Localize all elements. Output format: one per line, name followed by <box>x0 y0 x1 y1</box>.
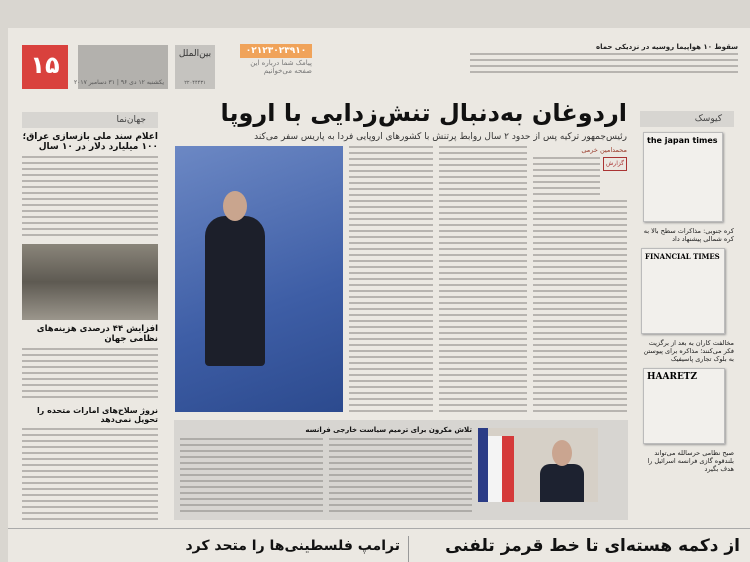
main-headline: اردوغان به‌دنبال تنش‌زدایی با اروپا <box>220 100 627 127</box>
main-text-column <box>349 146 433 412</box>
top-news-text <box>470 53 738 77</box>
article-title: اعلام سند ملی بازسازی عراق؛ ۱۰۰ میلیارد دلار در ۱۰ سال <box>22 132 158 152</box>
article-photo <box>22 244 158 320</box>
article-text <box>22 156 158 240</box>
left-section-header: جهان‌نما <box>22 112 158 128</box>
page-number: ۱۵ <box>22 45 68 89</box>
macron-text <box>329 438 472 516</box>
kiosk-caption: کره جنوبی: مذاکرات سطح بالا به کره شمالی پیشنهاد داد <box>643 227 734 243</box>
main-body <box>175 146 627 412</box>
divider <box>8 528 750 529</box>
main-text-column-right <box>533 146 627 412</box>
kiosk-paper-japan-times: the japan times <box>643 132 723 222</box>
byline: محمدامین خرمی <box>581 145 627 154</box>
main-subheadline: رئیس‌جمهور ترکیه پس از حدود ۲ سال روابط پرتنش با کشورهای اروپایی فردا به پاریس سفر می‌کند <box>254 131 627 142</box>
date-line: یکشنبه ۱۲ دی ۹۶ | ۳۱ دسامبر ۲۰۱۷ <box>73 79 164 86</box>
kiosk-paper-haaretz: HAARETZ <box>643 368 725 444</box>
top-news-title: سقوط ۱۰ هواپیما روسیه در نزدیکی حماه <box>595 43 738 51</box>
macron-text-area <box>180 426 472 516</box>
sms-note: پیامک شما درباره این صفحه می‌خوانیم <box>250 59 312 75</box>
kiosk-caption: صبح نظامی حرسالله می‌تواند بلندقوه گازی فرانسه اسرائیل را هدف بگیرد <box>647 449 734 473</box>
macron-photo <box>478 428 598 502</box>
main-text-column <box>439 146 527 412</box>
section-phone: ۲۲۰۴۴۴۳۱ <box>184 80 206 86</box>
byline-tag: گزارش <box>603 157 627 171</box>
kiosk-paper-financial-times: FINANCIAL TIMES <box>641 248 725 334</box>
section-label <box>175 45 215 89</box>
macron-text <box>180 438 323 516</box>
top-news <box>470 43 738 77</box>
kiosk-caption: مخالفت کاران به بعد از برگزیت فکر می‌کنند؛ مذاکره برای پیوستن به بلوک تجاری پاسیفیک <box>643 339 734 363</box>
article-text <box>22 428 158 524</box>
sms-number: ۰۲۱۲۳۰۲۳۹۱۰ <box>240 44 312 58</box>
main-story <box>175 100 627 412</box>
main-text-column <box>533 157 600 197</box>
section-name: بین‌الملل <box>178 49 212 59</box>
kiosk-header: کیوسک <box>640 111 734 127</box>
kiosk-column <box>640 111 734 525</box>
article-title: افزایش ۴۴ درصدی هزینه‌های نظامی جهان <box>36 324 158 344</box>
bottom-headline-left: ترامپ فلسطینی‌ها را متحد کرد <box>185 538 400 554</box>
article-text <box>22 348 158 402</box>
macron-box-title: تلاش مکرون برای ترمیم سیاست خارجی فرانسه <box>305 426 472 434</box>
main-text-column <box>533 200 627 412</box>
left-column <box>22 112 158 524</box>
bottom-headline-right: از دکمه هسته‌ای تا خط قرمز تلفنی <box>445 536 740 556</box>
newspaper-logo <box>73 45 168 89</box>
article-title: نروژ سلاح‌های امارات متحده را تحویل نمی‌دهد <box>36 406 158 424</box>
divider <box>408 536 409 562</box>
erdogan-photo <box>175 146 343 412</box>
